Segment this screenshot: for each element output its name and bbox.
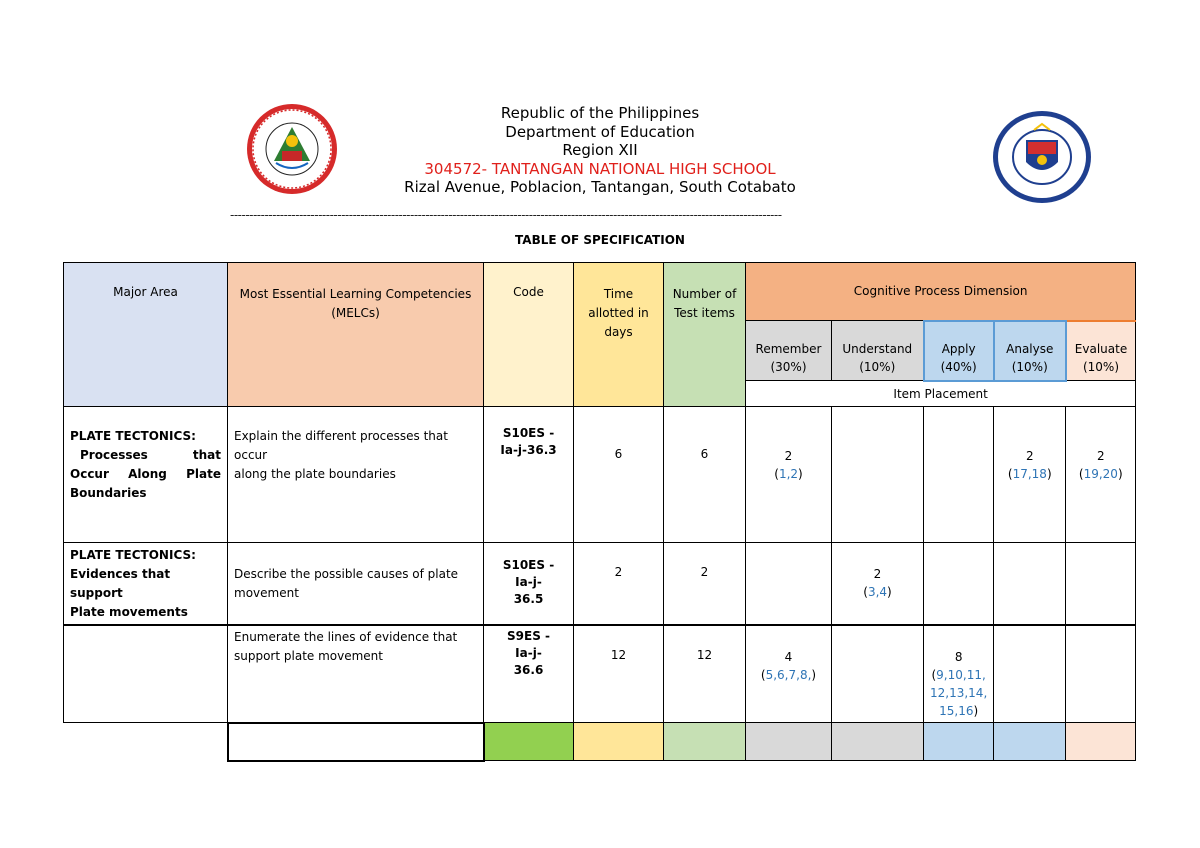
row2-area — [64, 543, 228, 626]
header-apply-label: Apply — [941, 341, 976, 356]
header-items — [664, 263, 746, 407]
header-item-placement-label: Item Placement — [893, 386, 988, 401]
row1-analyse-close: ) — [1046, 467, 1052, 481]
row3-comp-l2: support plate movement — [234, 649, 383, 663]
row3-code-l1: S9ES - — [507, 629, 550, 643]
table-row — [64, 407, 1136, 543]
row3-items: 12 — [664, 625, 746, 723]
row1-analyse — [994, 407, 1066, 543]
school-address: Rizal Avenue, Poblacion, Tantangan, South Cotabato — [404, 178, 796, 196]
row2-area-l1: Evidences that support — [70, 567, 171, 600]
row1-items: 6 — [664, 407, 746, 543]
header-time-l3: days — [604, 325, 633, 339]
row1-apply — [924, 407, 994, 543]
header-items-l2: Test items — [674, 306, 735, 320]
totals-apply-swatch — [924, 723, 994, 761]
row3-competency — [228, 625, 484, 723]
row1-time: 6 — [574, 407, 664, 543]
header-major-area-label: Major Area — [113, 285, 178, 299]
row3-comp-l1: Enumerate the lines of evidence that — [234, 630, 458, 644]
row2-understand-open: ( — [863, 585, 868, 599]
row3-remember-open: ( — [760, 668, 766, 682]
row1-comp-l2: occur — [234, 448, 268, 462]
row1-area-l3: Boundaries — [70, 486, 147, 500]
row1-remember-close: ) — [798, 467, 803, 481]
header-cognitive-label: Cognitive Process Dimension — [853, 284, 1028, 299]
row3-remember — [746, 625, 832, 723]
row1-code-l2: Ia-j-36.3 — [500, 443, 557, 457]
row3-understand — [832, 625, 924, 723]
row2-area-title: PLATE TECTONICS: — [70, 548, 196, 562]
row1-code-l1: S10ES - — [502, 426, 555, 440]
header-time-l1: Time — [603, 287, 634, 301]
row1-area — [64, 407, 228, 543]
header-time-l2: allotted in — [588, 306, 649, 320]
row3-apply-items-l3: 15,16 — [939, 704, 974, 718]
row3-apply — [924, 625, 994, 723]
row2-understand — [832, 543, 924, 626]
row2-area-l2: Plate movements — [70, 605, 188, 619]
row1-competency — [228, 407, 484, 543]
header-code-label: Code — [513, 285, 544, 299]
row1-evaluate-count: 2 — [1096, 449, 1105, 463]
row1-evaluate-open: ( — [1078, 467, 1084, 481]
row1-remember-items: 1,2 — [778, 467, 799, 481]
totals-understand-swatch — [832, 723, 924, 761]
row1-area-l1: Processes that — [80, 448, 221, 462]
row3-area — [64, 625, 228, 723]
row1-remember — [746, 407, 832, 543]
separator-line: ------------------------------------------------------------------------------------------------------------------------------------------------ — [230, 208, 782, 222]
row1-area-title: PLATE TECTONICS: — [70, 429, 196, 443]
header-remember-pct: (30%) — [770, 360, 807, 374]
letterhead — [0, 104, 1200, 197]
table-of-specification — [63, 262, 1136, 762]
document-title: TABLE OF SPECIFICATION — [515, 233, 685, 247]
row3-evaluate — [1066, 625, 1136, 723]
header-remember — [746, 321, 832, 381]
totals-melcs — [228, 723, 484, 761]
header-analyse-label: Analyse — [1006, 341, 1054, 356]
row2-code-l3: 36.5 — [513, 592, 544, 606]
header-evaluate-pct: (10%) — [1082, 360, 1120, 374]
totals-blank — [64, 723, 228, 761]
row1-evaluate-close: ) — [1117, 467, 1123, 481]
totals-remember-swatch — [746, 723, 832, 761]
row2-code-l1: S10ES - — [502, 558, 555, 572]
row3-apply-count: 8 — [954, 650, 963, 664]
row3-apply-items-l2: 12,13,14, — [930, 686, 988, 700]
header-items-l1: Number of — [672, 287, 737, 301]
header-analyse-pct: (10%) — [1011, 359, 1048, 374]
row2-understand-count: 2 — [873, 567, 882, 581]
row3-code — [484, 625, 574, 723]
row1-analyse-count: 2 — [1025, 449, 1034, 463]
row3-apply-close: ) — [973, 704, 979, 718]
header-major-area — [64, 263, 228, 407]
row3-time: 12 — [574, 625, 664, 723]
header-melcs-abbr: (MELCs) — [331, 306, 380, 320]
row1-evaluate — [1066, 407, 1136, 543]
table-row — [64, 625, 1136, 723]
school-name: 304572- TANTANGAN NATIONAL HIGH SCHOOL — [424, 159, 776, 178]
row1-comp-l1: Explain the different processes that — [234, 429, 448, 443]
row2-items: 2 — [664, 543, 746, 626]
row1-analyse-open: ( — [1007, 467, 1013, 481]
totals-analyse-swatch — [994, 723, 1066, 761]
row2-comp-l2: movement — [234, 586, 299, 600]
header-melcs — [228, 263, 484, 407]
row3-remember-count: 4 — [784, 650, 793, 664]
row2-competency — [228, 543, 484, 626]
row1-comp-l3: along the plate boundaries — [234, 467, 396, 481]
header-evaluate-label: Evaluate — [1074, 342, 1128, 356]
row3-code-l3: 36.6 — [513, 663, 544, 677]
totals-time-swatch — [574, 723, 664, 761]
header-melcs-label: Most Essential Learning Competencies — [239, 287, 472, 301]
row1-evaluate-items: 19,20 — [1083, 467, 1118, 481]
row1-code — [484, 407, 574, 543]
row2-comp-l1: Describe the possible causes of plate — [234, 567, 459, 581]
row2-evaluate — [1066, 543, 1136, 626]
row2-time: 2 — [574, 543, 664, 626]
row2-understand-items: 3,4 — [867, 585, 888, 599]
row2-code-l2: Ia-j- — [515, 575, 542, 589]
header-cognitive — [746, 263, 1136, 321]
header-item-placement — [746, 381, 1136, 407]
header-apply-pct: (40%) — [940, 359, 977, 374]
totals-items-swatch — [664, 723, 746, 761]
row2-remember — [746, 543, 832, 626]
totals-code-swatch — [484, 723, 574, 761]
header-understand-pct: (10%) — [859, 360, 896, 374]
header-remember-label: Remember — [755, 342, 822, 356]
row1-analyse-items: 17,18 — [1012, 467, 1047, 481]
header-understand — [832, 321, 924, 381]
header-understand-label: Understand — [842, 342, 913, 356]
totals-evaluate-swatch — [1066, 723, 1136, 761]
header-time — [574, 263, 664, 407]
row3-remember-items: 5,6,7,8, — [765, 668, 812, 682]
row2-analyse — [994, 543, 1066, 626]
row3-remember-close: ) — [811, 668, 817, 682]
totals-row — [64, 723, 1136, 761]
table-row — [64, 543, 1136, 626]
row2-apply — [924, 543, 994, 626]
row2-code — [484, 543, 574, 626]
row3-apply-open: ( — [931, 668, 937, 682]
row1-understand — [832, 407, 924, 543]
header-code — [484, 263, 574, 407]
row1-area-l2: Occur Along Plate — [70, 467, 221, 481]
row3-code-l2: Ia-j- — [515, 646, 542, 660]
republic-line: Republic of the Philippines — [500, 104, 700, 122]
region-line: Region XII — [562, 141, 638, 159]
header-evaluate — [1066, 321, 1136, 381]
department-line: Department of Education — [505, 122, 695, 141]
row3-analyse — [994, 625, 1066, 723]
row3-apply-items-l1: 9,10,11, — [936, 668, 986, 682]
header-apply — [924, 321, 994, 381]
header-analyse — [994, 321, 1066, 381]
row2-understand-close: ) — [887, 585, 892, 599]
row1-remember-open: ( — [774, 467, 779, 481]
row1-remember-count: 2 — [784, 449, 793, 463]
